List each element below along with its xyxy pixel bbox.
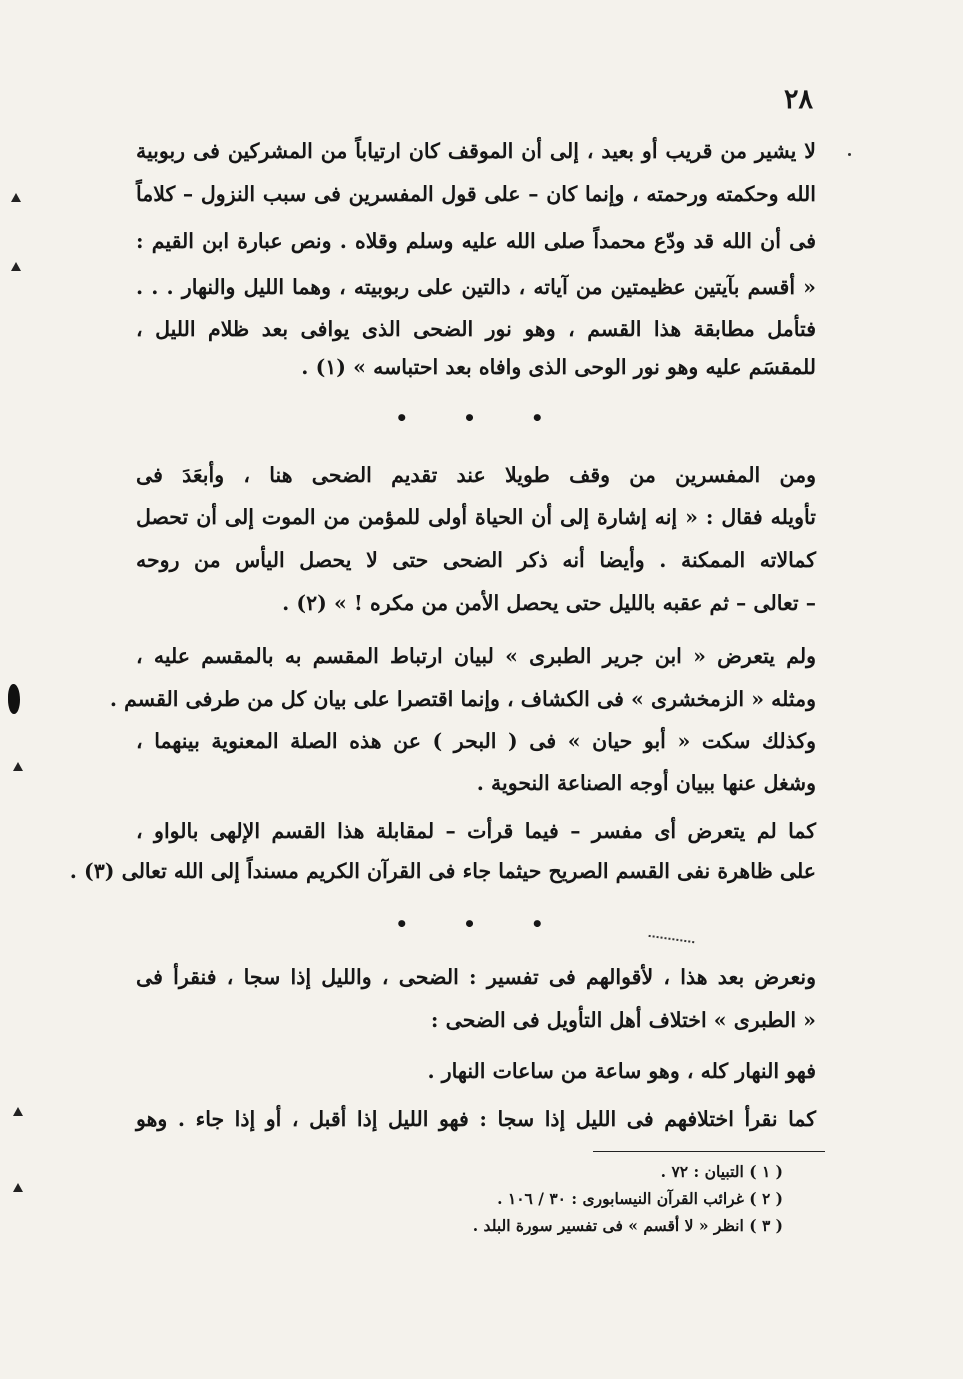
text-line: ولم يتعرض « ابن جرير الطبرى » لبيان ارتباط المقسم به بالمقسم عليه ، (136, 644, 816, 668)
footnote-rule (593, 1151, 825, 1152)
text-line: « الطبرى » اختلاف أهل التأويل فى الضحى : (430, 1008, 816, 1032)
text-line: على ظاهرة نفى القسم الصريح حيثما جاء فى القرآن الكريم مسنداً إلى الله تعالى (٣) . (69, 859, 816, 883)
text-line: وشغل عنها ببيان أوجه الصناعة النحوية . (476, 771, 816, 795)
ink-blot (8, 684, 20, 714)
text-line: – تعالى – ثم عقبه بالليل حتى يحصل الأمن من مكره ! » (٢) . (282, 591, 816, 615)
text-line: الله وحكمته ورحمته ، وإنما كان – على قول المفسرين فى سبب النزول – كلاماً (136, 182, 816, 206)
margin-dot (848, 153, 851, 156)
margin-mark (11, 193, 21, 202)
text-line: ونعرض بعد هذا ، لأقوالهم فى تفسير : الضحى ، والليل إذا سجا ، فنقرأ فى (136, 965, 816, 989)
text-line: كما لم يتعرض أى مفسر – فيما قرأت – لمقابلة هذا القسم الإلهى بالواو ، (136, 819, 816, 843)
margin-mark (13, 762, 23, 771)
section-separator: • • • (395, 406, 568, 430)
margin-mark (13, 1183, 23, 1192)
text-line: ومثله « الزمخشرى » فى الكشاف ، وإنما اقتصرا على بيان كل من طرفى القسم . (109, 687, 816, 711)
text-line: وكذلك سكت « أبو حيان » فى ( البحر ) عن هذه الصلة المعنوية بينهما ، (136, 729, 816, 753)
section-separator: • • • (395, 912, 568, 936)
text-line: تأويله فقال : « إنه إشارة إلى أن الحياة أولى للمؤمن من الموت إلى أن تحصل (136, 505, 816, 529)
text-line: فتأمل مطابقة هذا القسم ، وهو نور الضحى الذى يوافى بعد ظلام الليل ، (136, 317, 816, 341)
text-line: للمقسَم عليه وهو نور الوحى الذى وافاه بعد احتباسه » (١) . (301, 355, 816, 379)
ink-smudge (648, 935, 695, 949)
footnote: ( ٣ ) انظر « لا أقسم » فى تفسير سورة البلد . (472, 1216, 783, 1235)
text-line: ومن المفسرين من وقف طويلا عند تقديم الضحى هنا ، وأبعَدَ فى (136, 463, 816, 487)
text-line: لا يشير من قريب أو بعيد ، إلى أن الموقف كان ارتياباً من المشركين فى ربوبية (136, 139, 816, 163)
page-number: ٢٨ (783, 84, 813, 115)
margin-mark (11, 262, 21, 271)
text-line: كمالاته الممكنة . وأيضا أنه ذكر الضحى حتى لا يحصل اليأس من روحه (136, 548, 816, 572)
text-line: فهو النهار كله ، وهو ساعة من ساعات النهار . (427, 1059, 816, 1083)
footnote: ( ١ ) التبيان : ٧٢ . (660, 1162, 783, 1181)
text-line: كما نقرأ اختلافهم فى الليل إذا سجا : فهو الليل إذا أقبل ، أو إذا جاء . وهو (136, 1107, 816, 1131)
text-line: فى أن الله قد ودّع محمداً صلى الله عليه وسلم وقلاه . ونص عبارة ابن القيم : (136, 229, 816, 253)
margin-mark (13, 1107, 23, 1116)
footnote: ( ٢ ) غرائب القرآن النيسابورى : ٣٠ / ١٠٦ . (497, 1189, 783, 1208)
text-line: « أقسم بآيتين عظيمتين من آياته ، دالتين على ربوبيته ، وهما الليل والنهار . . . (136, 275, 816, 299)
